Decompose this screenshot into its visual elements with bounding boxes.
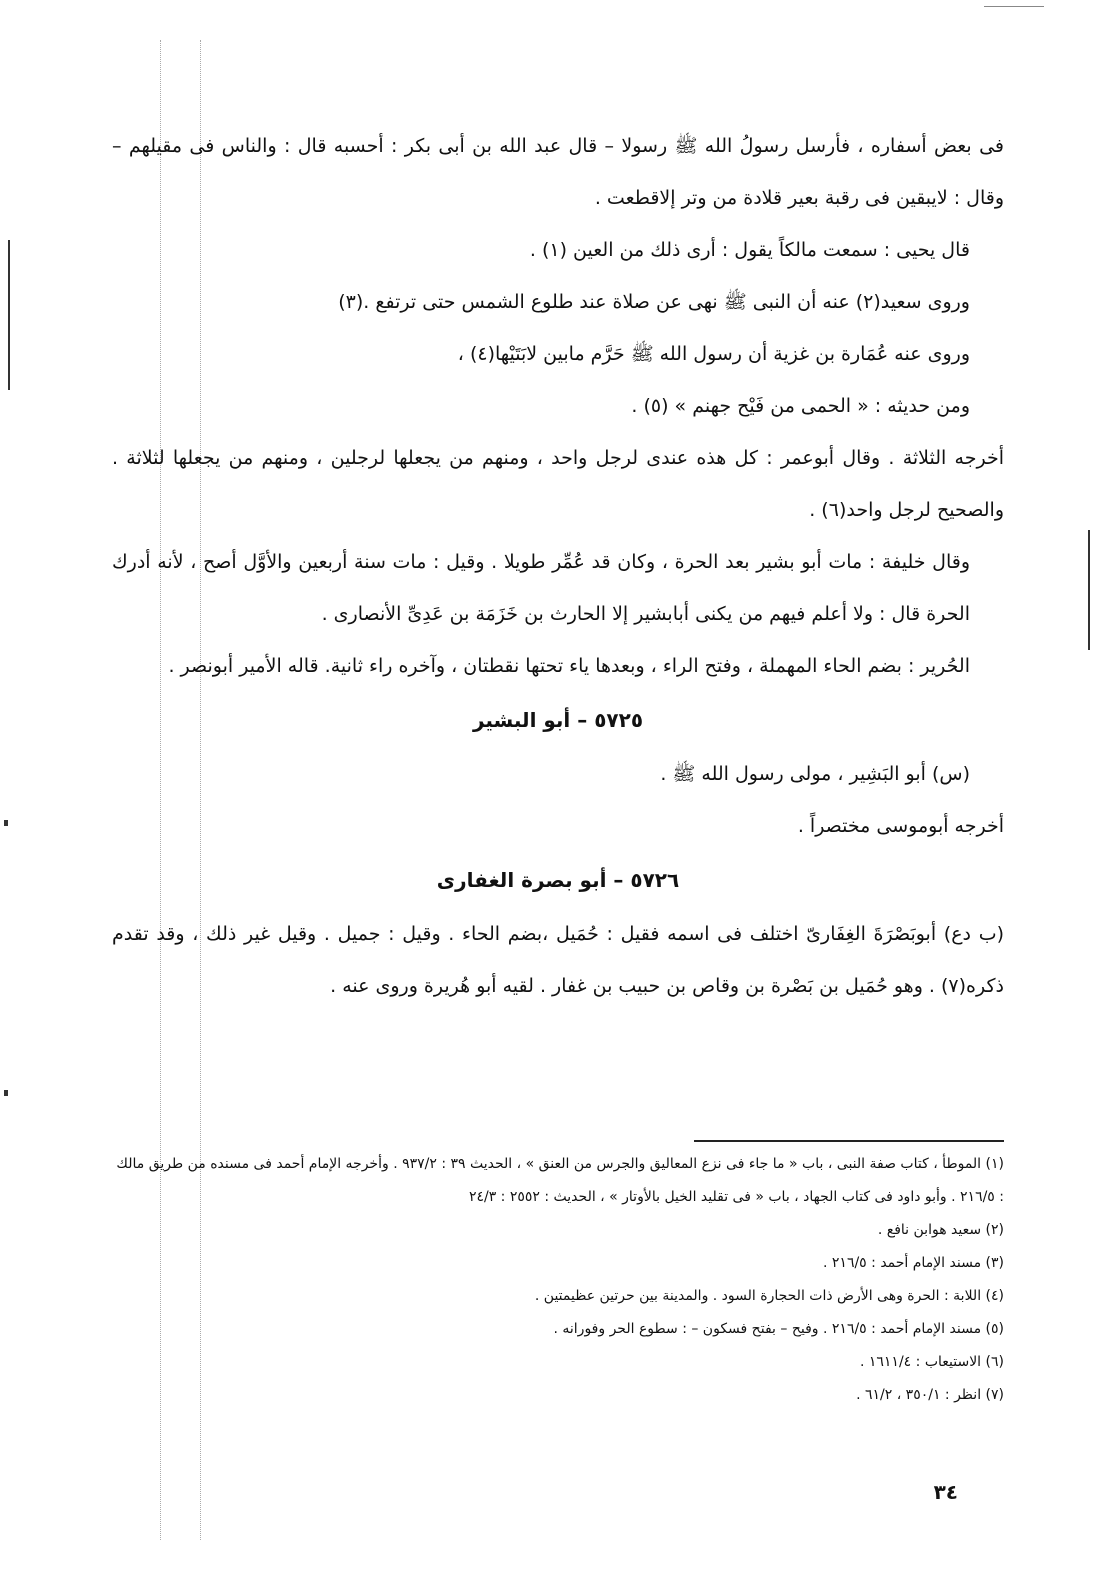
page-number: ٣٤: [933, 1480, 958, 1504]
footnote-separator: [694, 1140, 1004, 1142]
top-edge-rule: [984, 6, 1044, 7]
footnote: (٥) مسند الإمام أحمد : ٢١٦/٥ . وفيح – بفتح فسكون – : سطوع الحر وفورانه .: [553, 1321, 1004, 1337]
footnote: (٦) الاستيعاب : ١٦١١/٤ .: [859, 1354, 1004, 1370]
entry-note: أخرجه أبوموسى مختصراً .: [797, 815, 1004, 837]
right-margin-mark: [1088, 530, 1090, 650]
left-margin-dot: [4, 820, 8, 826]
footnote: (١) الموطأ ، كتاب صفة النبى ، باب « ما جاء فى نزع المعاليق والجرس من العنق » ، الحديث ٣٩ : ٩٣٧/٢ . وأخرجه الإمام أحمد فى مسنده من طريق مالك : ٢١٦/٥ . وأبو داود فى كتاب الجهاد ، باب « فى تقليد الخيل بالأوتار » ، الحديث : ٢٥٥٢ : ٢٤/٣: [116, 1156, 1004, 1205]
footnote: (٢) سعيد هوابن نافع .: [877, 1222, 1004, 1238]
paragraph: أخرجه الثلاثة . وقال أبوعمر : كل هذه عندى لرجل واحد ، ومنهم من يجعلها لرجلين ، ومنهم من يجعلها لثلاثة . والصحيح لرجل واحد(٦) .: [112, 447, 1004, 521]
paragraph: وروى سعيد(٢) عنه أن النبى ﷺ نهى عن صلاة عند طلوع الشمس حتى ترتفع .(٣): [338, 291, 970, 313]
paragraph: الحُرير : بضم الحاء المهملة ، وفتح الراء ، وبعدها ياء تحتها نقطتان ، وآخره راء ثانية. قاله الأمير أبونصر .: [168, 655, 970, 677]
paragraph: وقال خليفة : مات أبو بشير بعد الحرة ، وكان قد عُمِّر طويلا . وقيل : مات سنة أربعين والأوَّل أصح ، لأنه أدرك الحرة قال : ولا أعلم فيهم من يكنى أبابشير إلا الحارث بن خَزَمَة بن عَدِىِّ الأنصارى .: [112, 551, 970, 625]
paragraph: ومن حديثه : « الحمى من فَيْح جهنم » (٥) .: [631, 395, 970, 417]
entry-text: (س) أبو البَشِير ، مولى رسول الله ﷺ .: [660, 763, 970, 785]
footnote: (٣) مسند الإمام أحمد : ٢١٦/٥ .: [823, 1255, 1004, 1271]
paragraph: فى بعض أسفاره ، فأرسل رسولُ الله ﷺ رسولا – قال عبد الله بن أبى بكر : أحسبه قال : والناس فى مقيلهم – وقال : لايبقين فى رقبة بعير قلادة من وتر إلاقطعت .: [112, 135, 1004, 209]
entry-heading-5725: ٥٧٢٥ – أبو البشير: [472, 708, 644, 732]
paragraph: وروى عنه عُمَارة بن غزية أن رسول الله ﷺ حَرَّم مابين لابَتَيْها(٤) ،: [457, 343, 970, 365]
footnote: (٤) اللابة : الحرة وهى الأرض ذات الحجارة السود . والمدينة بين حرتين عظيمتين .: [534, 1288, 1004, 1304]
footnote: (٧) انظر : ٣٥٠/١ ، ٦١/٢ .: [856, 1387, 1004, 1403]
entry-heading-5726: ٥٧٢٦ – أبو بصرة الغفارى: [436, 868, 680, 892]
left-margin-mark: [8, 240, 10, 390]
paragraph: قال يحيى : سمعت مالكاً يقول : أرى ذلك من العين (١) .: [529, 239, 970, 261]
entry-text: (ب دع) أبوبَصْرَةَ الغِفَارىّ اختلف فى اسمه فقيل : حُمَيل ،بضم الحاء . وقيل : جميل . وقيل غير ذلك ، وقد تقدم ذكره(٧) . وهو حُمَيل بن بَصْرة بن وقاص بن حبيب بن غفار . لقيه أبو هُريرة وروى عنه .: [112, 923, 1004, 997]
left-margin-dot: [4, 1090, 8, 1096]
main-body-text: [112, 120, 1004, 1012]
footnotes-section: [108, 1148, 1004, 1412]
